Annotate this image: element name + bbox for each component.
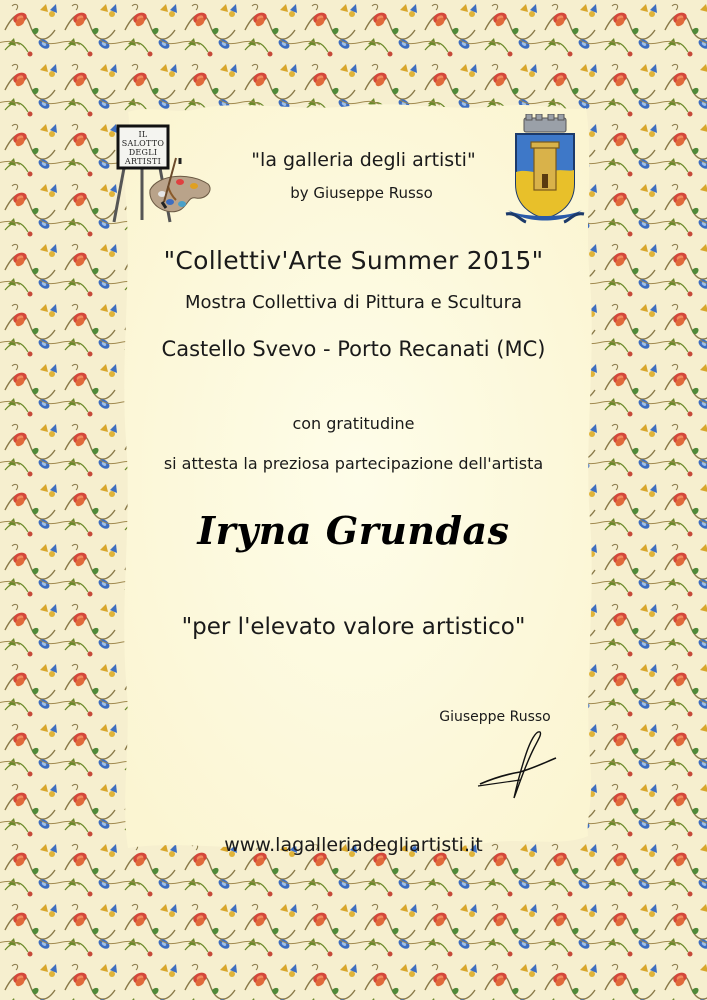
gallery-name: "la galleria degli artisti": [251, 149, 476, 171]
exhibition-venue: Castello Svevo - Porto Recanati (MC): [161, 337, 546, 361]
logo-text-line2: DEGLI: [128, 148, 158, 157]
exhibition-subtitle: Mostra Collettiva di Pittura e Scultura: [184, 292, 523, 313]
handwritten-signature: [474, 728, 560, 804]
logo-text-line3: ARTISTI: [124, 157, 162, 166]
gallery-owner: by Giuseppe Russo: [290, 184, 433, 202]
artist-name: Iryna Grundas: [197, 508, 510, 553]
coat-of-arms-icon: [504, 114, 586, 230]
signer-name: Giuseppe Russo: [439, 709, 551, 725]
exhibition-title: "Collettiv'Arte Summer 2015": [163, 246, 544, 275]
logo-text-line1: IL SALOTTO: [121, 130, 165, 148]
website-url: www.lagalleriadegliartisti.it: [224, 834, 483, 856]
gratitude-line: con gratitudine: [292, 414, 415, 433]
attestation-line: si attesta la preziosa partecipazione dell'artista: [163, 454, 544, 473]
merit-statement: "per l'elevato valore artistico": [181, 614, 526, 640]
